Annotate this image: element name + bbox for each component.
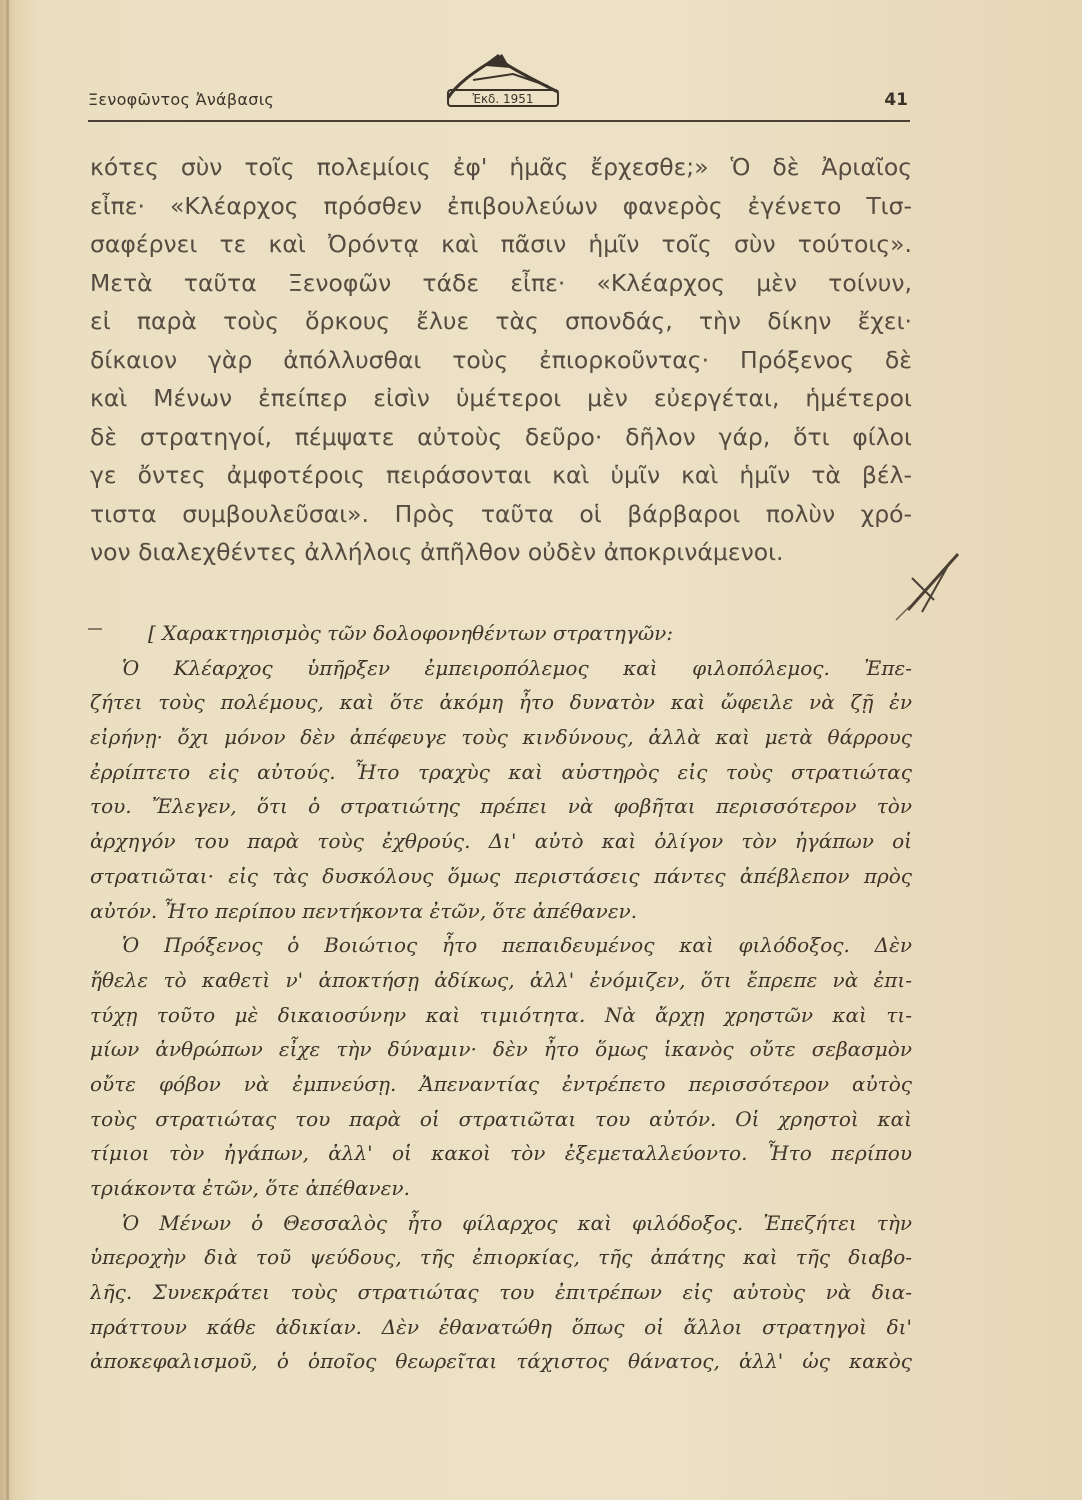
note-line: τύχῃ τοῦτο μὲ δικαιοσύνην καὶ τιμιότητα. Νὰ ἄρχῃ χρηστῶν καὶ τι-: [90, 1002, 912, 1027]
text-line: σαφέρνει τε καὶ Ὀρόντᾳ καὶ πᾶσιν ἡμῖν τοῖς σὺν τούτοις».: [90, 230, 912, 258]
note-line: μίων ἀνθρώπων εἶχε τὴν δύναμιν· δὲν ἦτο ὅμως ἱκανὸς οὔτε σεβασμὸν: [90, 1037, 912, 1062]
note-line: Ὁ Μένων ὁ Θεσσαλὸς ἦτο φίλαρχος καὶ φιλόδοξος. Ἐπεζήτει τὴν: [122, 1210, 912, 1235]
page-spine-shadow: [6, 0, 9, 1500]
text-line: δίκαιον γὰρ ἀπόλλυσθαι τοὺς ἐπιορκοῦντας· Πρόξενος δὲ: [90, 345, 912, 374]
page-number: 41: [884, 90, 908, 110]
text-line: τιστα συμβουλεῦσαι». Πρὸς ταῦτα οἱ βάρβαροι πολὺν χρό-: [90, 499, 912, 528]
note-line: Ὁ Πρόξενος ὁ Βοιώτιος ἦτο πεπαιδευμένος καὶ φιλόδοξος. Δὲν: [122, 933, 912, 958]
text-line: νον διαλεχθέντες ἀλλήλοις ἀπῆλθον οὐδὲν ἀποκρινάμενοι.: [90, 538, 784, 566]
header-rule: [88, 120, 910, 122]
text-line: κότες σὺν τοῖς πολεμίοις ἐφ' ἡμᾶς ἔρχεσθε;» Ὁ δὲ Ἀριαῖος: [90, 153, 912, 181]
note-line: στρατιῶται· εἰς τὰς δυσκόλους ὅμως περιστάσεις πάντες ἀπέβλεπον πρὸς: [90, 863, 912, 888]
page-header: [88, 88, 908, 118]
stamp-text: Ἐκδ. 1951: [472, 92, 534, 106]
text-line: Μετὰ ταῦτα Ξενοφῶν τάδε εἶπε· «Κλέαρχος μὲν τοίνυν,: [90, 268, 912, 297]
note-line: λῆς. Συνεκράτει τοὺς στρατιώτας του ἐπιτρέπων εἰς αὐτοὺς νὰ δια-: [90, 1280, 912, 1305]
note-line: ἐρρίπτετο εἰς αὐτούς. Ἦτο τραχὺς καὶ αὐστηρὸς εἰς τοὺς στρατιώτας: [90, 759, 912, 784]
text-line: δὲ στρατηγοί, πέμψατε αὐτοὺς δεῦρο· δῆλον γάρ, ὅτι φίλοι: [90, 422, 912, 451]
note-line: τοὺς στρατιώτας του παρὰ οἱ στρατιῶται του αὐτόν. Οἱ χρηστοὶ καὶ: [90, 1106, 912, 1131]
note-line: ἀρχηγόν του παρὰ τοὺς ἐχθρούς. Δι' αὐτὸ καὶ ὀλίγον τὸν ἠγάπων οἱ: [90, 829, 912, 854]
text-line: εἶπε· «Κλέαρχος πρόσθεν ἐπιβουλεύων φανερὸς ἐγένετο Τισ-: [90, 191, 912, 220]
note-line: πράττουν κάθε ἀδικίαν. Δὲν ἐθανατώθη ὅπως οἱ ἄλλοι στρατηγοὶ δι': [90, 1314, 912, 1339]
note-line: εἰρήνῃ· ὄχι μόνον δὲν ἀπέφευγε τοὺς κινδύνους, ἀλλὰ καὶ μετὰ θάρρους: [90, 725, 912, 750]
note-line: Ὁ Κλέαρχος ὑπῆρξεν ἐμπειροπόλεμος καὶ φιλοπόλεμος. Ἐπε-: [122, 655, 912, 680]
notes-heading: [ Χαρακτηρισμὸς τῶν δολοφονηθέντων στρατηγῶν:: [148, 621, 674, 645]
main-text-block: [90, 148, 912, 572]
text-line: εἰ παρὰ τοὺς ὅρκους ἔλυε τὰς σπονδάς, τὴν δίκην ἔχει·: [90, 307, 912, 335]
text-line: καὶ Μένων ἐπείπερ εἰσὶν ὑμέτεροι μὲν εὐεργέται, ἡμέτεροι: [90, 384, 912, 412]
running-title: Ξενοφῶντος Ἀνάβασις: [88, 90, 275, 109]
note-line: οὔτε φόβον νὰ ἐμπνεύσῃ. Ἀπεναντίας ἐντρέπετο περισσότερον αὐτὸς: [90, 1071, 912, 1096]
note-line: τίμιοι τὸν ἠγάπων, ἀλλ' οἱ κακοὶ τὸν ἐξεμεταλλεύοντο. Ἦτο περίπου: [90, 1141, 912, 1166]
note-line: ὑπεροχὴν διὰ τοῦ ψεύδους, τῆς ἐπιορκίας, τῆς ἀπάτης καὶ τῆς διαβο-: [90, 1245, 912, 1270]
note-line: ἤθελε τὸ καθετὶ ν' ἀποκτήσῃ ἀδίκως, ἀλλ' ἐνόμιζεν, ὅτι ἔπρεπε νὰ ἐπι-: [90, 967, 912, 992]
text-line: γε ὄντες ἀμφοτέροις πειράσονται καὶ ὑμῖν καὶ ἡμῖν τὰ βέλ-: [90, 461, 912, 489]
commentary-notes: [90, 616, 912, 1379]
note-line: του. Ἔλεγεν, ὅτι ὁ στρατιώτης πρέπει νὰ φοβῆται περισσότερον τὸν: [90, 794, 912, 819]
library-stamp: [418, 52, 588, 108]
note-line: αὐτόν. Ἦτο περίπου πεντήκοντα ἐτῶν, ὅτε ἀπέθανεν.: [90, 898, 638, 923]
note-line: τριάκοντα ἐτῶν, ὅτε ἀπέθανεν.: [90, 1176, 410, 1200]
note-line: ἀποκεφαλισμοῦ, ὁ ὁποῖος θεωρεῖται τάχιστος θάνατος, ἀλλ' ὡς κακὸς: [90, 1349, 912, 1374]
note-line: ζήτει τοὺς πολέμους, καὶ ὅτε ἀκόμη ἦτο δυνατὸν καὶ ὤφειλε νὰ ζῇ ἐν: [90, 690, 912, 715]
